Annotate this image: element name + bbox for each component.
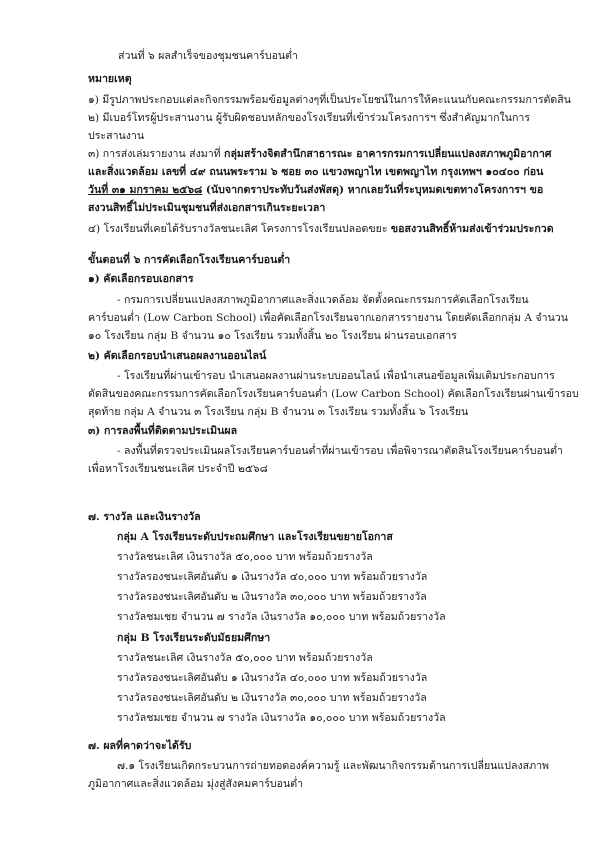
note-2-line-2: ประสานงาน (88, 130, 145, 142)
step6-sub1-line-1: - กรมการเปลี่ยนแปลงสภาพภูมิอากาศและสิ่งแวดล้อม จัดตั้งคณะกรรมการคัดเลือกโรงเรียน (117, 294, 529, 306)
award-b-honorable-mention: รางวัลชมเชย จำนวน ๗ รางวัล เงินรางวัล ๑๐,๐๐๐ บาท พร้อมถ้วยรางวัล (117, 712, 446, 724)
award-b-runner-up-2: รางวัลรองชนะเลิศอันดับ ๒ เงินรางวัล ๓๐,๐๐๐ บาท พร้อมถ้วยรางวัล (117, 692, 427, 704)
step6-sub2-line-3: สุดท้าย กลุ่ม A จำนวน ๓ โรงเรียน กลุ่ม B จำนวน ๓ โรงเรียน รวมทั้งสิ้น ๖ โรงเรียน (88, 406, 469, 418)
award-b-winner: รางวัลชนะเลิศ เงินรางวัล ๕๐,๐๐๐ บาท พร้อมถ้วยรางวัล (117, 652, 373, 664)
step6-sub3-line-2: เพื่อหาโรงเรียนชนะเลิศ ประจำปี ๒๕๖๘ (88, 463, 268, 475)
step6-sub2-title: ๒) คัดเลือกรอบนำเสนอผลงานออนไลน์ (88, 350, 267, 362)
award-a-winner: รางวัลชนะเลิศ เงินรางวัล ๕๐,๐๐๐ บาท พร้อมถ้วยรางวัล (117, 551, 373, 563)
notes-title: หมายเหตุ (88, 73, 132, 85)
award-a-runner-up-2: รางวัลรองชนะเลิศอันดับ ๒ เงินรางวัล ๓๐,๐๐๐ บาท พร้อมถ้วยรางวัล (117, 591, 427, 603)
expected-result-1-line-2: ภูมิอากาศและสิ่งแวดล้อม มุ่งสู่สังคมคาร์บอนต่ำ (88, 778, 304, 790)
note-4: ๔) โรงเรียนที่เคยได้รับรางวัลชนะเลิศ โครงการโรงเรียนปลอดขยะ ขอสงวนสิทธิ์ห้ามส่งเข้าร่วมประกวด (88, 223, 554, 235)
deadline-date: วันที่ ๓๑ มกราคม ๒๕๖๘ (88, 184, 203, 196)
note-3-line-3: วันที่ ๓๑ มกราคม ๒๕๖๘ (นับจากตราประทับวันส่งพัสดุ) หากเลยวันที่ระบุหมดเขตทางโครงการฯ ขอ (88, 184, 544, 196)
step6-sub2-line-1: - โรงเรียนที่ผ่านเข้ารอบ นำเสนอผลงานผ่านระบบออนไลน์ เพื่อนำเสนอข้อมูลเพิ่มเติมประกอบการ (117, 370, 555, 382)
step6-sub3-title: ๓) การลงพื้นที่ติดตามประเมินผล (88, 425, 238, 437)
award-b-runner-up-1: รางวัลรองชนะเลิศอันดับ ๑ เงินรางวัล ๔๐,๐๐๐ บาท พร้อมถ้วยรางวัล (117, 672, 428, 684)
note-3-line-2: และสิ่งแวดล้อม เลขที่ ๔๙ ถนนพระราม ๖ ซอย ๓๐ แขวงพญาไท เขตพญาไท กรุงเทพฯ ๑๐๔๐๐ ก่อน (88, 166, 544, 178)
award-a-honorable-mention: รางวัลชมเชย จำนวน ๗ รางวัล เงินรางวัล ๑๐,๐๐๐ บาท พร้อมถ้วยรางวัล (117, 611, 446, 623)
note-3-line-4: สงวนสิทธิ์ไม่ประเมินชุมชนที่ส่งเอกสารเกินระยะเวลา (88, 202, 326, 214)
step6-sub1-title: ๑) คัดเลือกรอบเอกสาร (88, 273, 194, 285)
expected-result-1-line-1: ๗.๑ โรงเรียนเกิดกระบวนการถ่ายทอดองค์ความรู้ และพัฒนากิจกรรมด้านการเปลี่ยนแปลงสภาพ (117, 760, 550, 772)
award-a-runner-up-1: รางวัลรองชนะเลิศอันดับ ๑ เงินรางวัล ๔๐,๐๐๐ บาท พร้อมถ้วยรางวัล (117, 571, 428, 583)
expected-results-title: ๗. ผลที่คาดว่าจะได้รับ (88, 740, 192, 752)
note-1: ๑) มีรูปภาพประกอบแต่ละกิจกรรมพร้อมข้อมูลต่างๆที่เป็นประโยชน์ในการให้คะแนนกับคณะกรรมการตัดสิน (88, 94, 571, 106)
step6-title: ขั้นตอนที่ ๖ การคัดเลือกโรงเรียนคาร์บอนต่ำ (88, 254, 291, 266)
awards-group-b-title: กลุ่ม B โรงเรียนระดับมัธยมศึกษา (117, 632, 271, 644)
awards-title: ๗. รางวัล และเงินรางวัล (88, 511, 201, 523)
step6-sub1-line-3: ๑๐ โรงเรียน กลุ่ม B จำนวน ๑๐ โรงเรียน รวมทั้งสิ้น ๒๐ โรงเรียน ผ่านรอบเอกสาร (88, 330, 457, 342)
note-2-line-1: ๒) มีเบอร์โทรผู้ประสานงาน ผู้รับผิดชอบหลักของโรงเรียนที่เข้าร่วมโครงการฯ ซึ่งสำคัญมากในการ (88, 112, 531, 124)
step6-sub1-line-2: คาร์บอนต่ำ (Low Carbon School) เพื่อคัดเลือกโรงเรียนจากเอกสารรายงาน โดยคัดเลือกกลุ่ม A จำนวน (88, 312, 569, 324)
step6-sub2-line-2: ตัดสินของคณะกรรมการคัดเลือกโรงเรียนคาร์บอนต่ำ (Low Carbon School) คัดเลือกโรงเรียนผ่านเข้ารอบ (88, 388, 579, 400)
note-3-line-1: ๓) การส่งเล่มรายงาน ส่งมาที่ กลุ่มสร้างจิตสำนึกสาธารณะ อาคารกรมการเปลี่ยนแปลงสภาพภูมิอากาศ (88, 148, 552, 160)
awards-group-a-title: กลุ่ม A โรงเรียนระดับประถมศึกษา และโรงเรียนขยายโอกาส (117, 531, 393, 543)
step6-sub3-line-1: - ลงพื้นที่ตรวจประเมินผลโรงเรียนคาร์บอนต่ำที่ผ่านเข้ารอบ เพื่อพิจารณาตัดสินโรงเรียนคาร์บอนต่ำ (117, 445, 563, 457)
section-6-header: ส่วนที่ ๖ ผลสำเร็จของชุมชนคาร์บอนต่ำ (118, 50, 298, 62)
